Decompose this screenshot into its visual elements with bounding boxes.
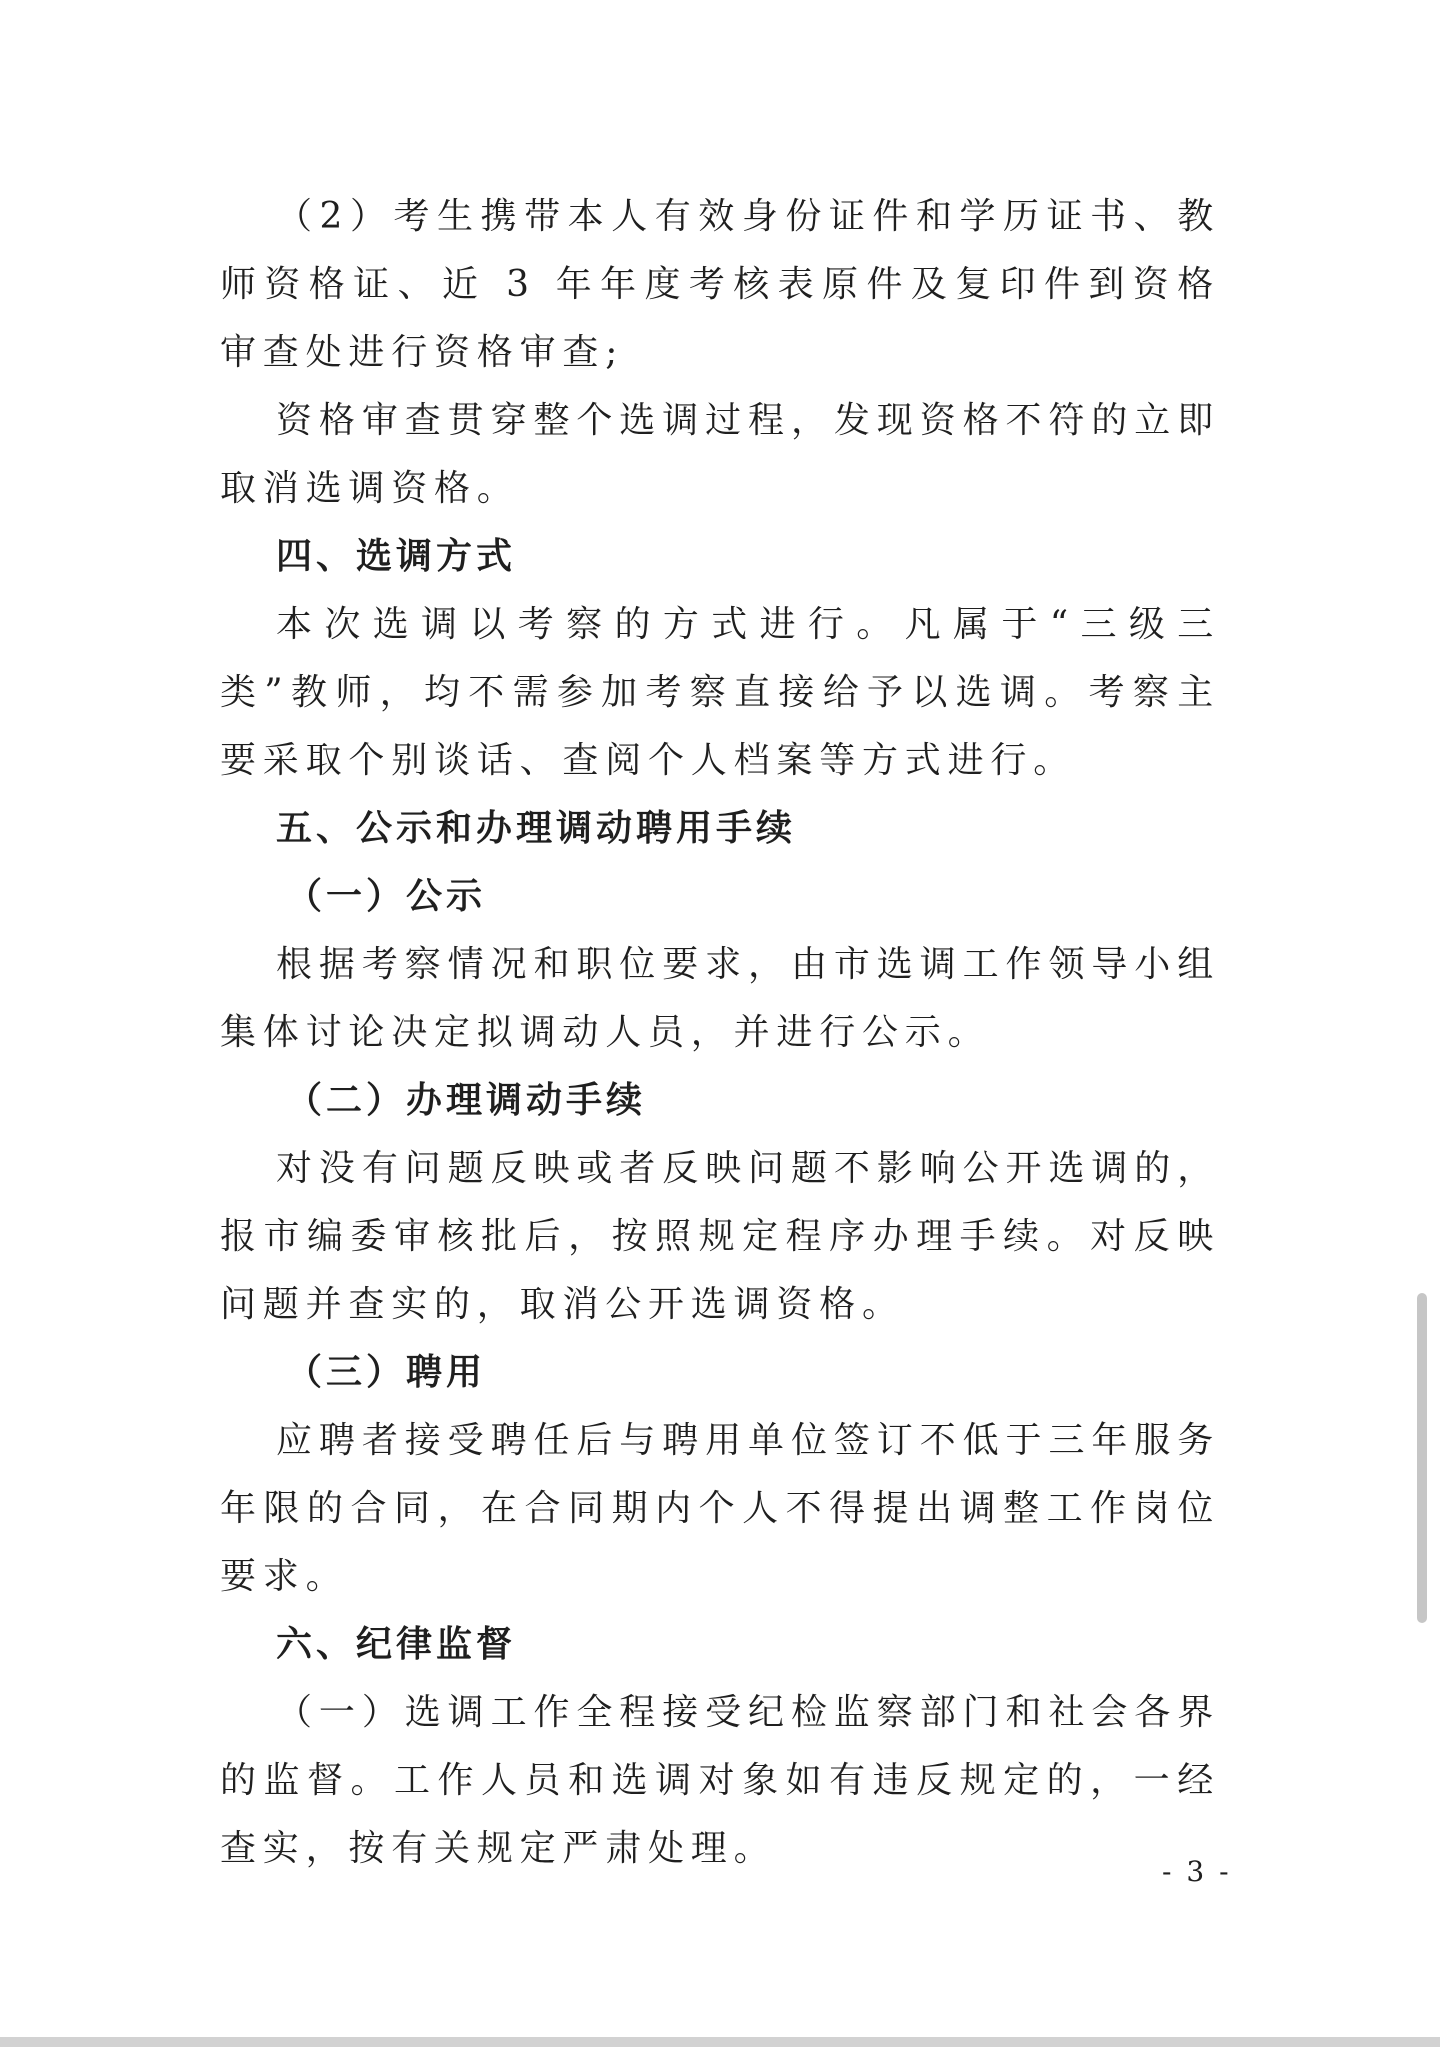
paragraph-publicity: 根据考察情况和职位要求，由市选调工作领导小组集体讨论决定拟调动人员，并进行公示。 [220, 944, 1220, 1053]
paragraph-discipline-supervision: （一）选调工作全程接受纪检监察部门和社会各界的监督。工作人员和选调对象如有违反规定的，一经查实，按有关规定严肃处理。 [220, 1692, 1220, 1869]
bottom-edge-strip [0, 2037, 1440, 2047]
paragraph-selection-method: 本次选调以考察的方式进行。凡属于“三级三类”教师，均不需参加考察直接给予以选调。考察主要采取个别谈话、查阅个人档案等方式进行。 [220, 604, 1220, 781]
paragraph-transfer-procedures: 对没有问题反映或者反映问题不影响公开选调的，报市编委审核批后，按照规定程序办理手续。对反映问题并查实的，取消公开选调资格。 [220, 1148, 1220, 1325]
vertical-scrollbar-thumb[interactable] [1417, 1293, 1427, 1623]
document-body [220, 183, 1220, 1883]
subheading-transfer-procedures: （二）办理调动手续 [286, 1080, 647, 1121]
section-heading-discipline-supervision: 六、纪律监督 [276, 1624, 517, 1665]
paragraph-qualification-review-throughout: 资格审查贯穿整个选调过程，发现资格不符的立即取消选调资格。 [220, 400, 1220, 509]
subheading-publicity: （一）公示 [286, 876, 487, 917]
subheading-employment: （三）聘用 [286, 1352, 487, 1393]
section-heading-selection-method: 四、选调方式 [276, 536, 517, 577]
paragraph-qualification-review-materials: （2）考生携带本人有效身份证件和学历证书、教师资格证、近 3 年年度考核表原件及复印件到资格审查处进行资格审查; [220, 196, 1220, 373]
section-heading-publicity-and-transfer: 五、公示和办理调动聘用手续 [276, 808, 797, 849]
page-number: - 3 - [1162, 1855, 1232, 1888]
paragraph-employment: 应聘者接受聘任后与聘用单位签订不低于三年服务年限的合同，在合同期内个人不得提出调整工作岗位要求。 [220, 1420, 1220, 1597]
